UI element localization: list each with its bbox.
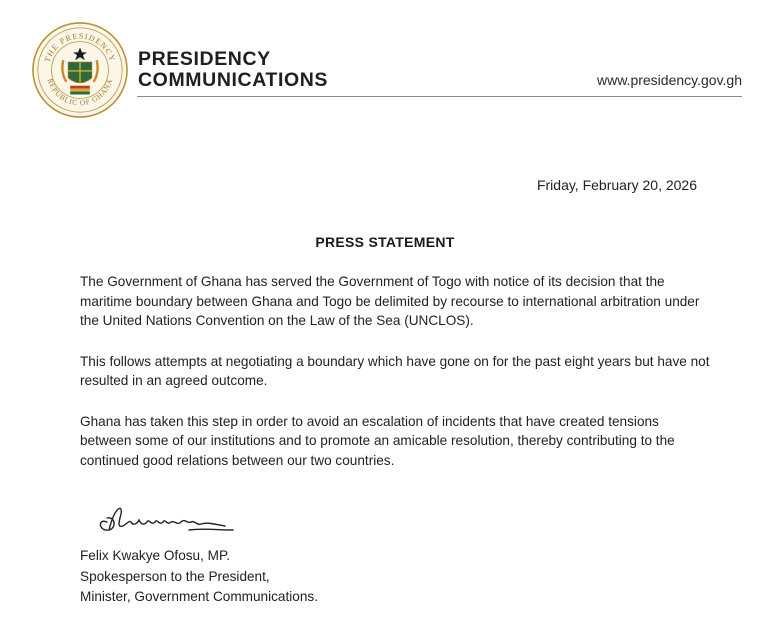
page-title: PRESS STATEMENT — [315, 234, 455, 250]
letterhead — [0, 0, 770, 110]
paragraph: The Government of Ghana has served the Government of Togo with notice of its decision that the maritime boundary between Ghana and Togo be delimited by recourse to international arbitration under the United Nations Convention on the Law of the Sea (UNCLOS). — [80, 274, 700, 328]
statement-date: Friday, February 20, 2026 — [536, 177, 697, 193]
signatory-block — [80, 546, 318, 608]
statement-body — [80, 272, 710, 491]
signatory-name: Felix Kwakye Ofosu, MP. — [80, 548, 231, 563]
website-url: www.presidency.gov.gh — [597, 72, 742, 88]
seal-text-bottom: REPUBLIC OF GHANA — [45, 77, 115, 108]
signatory-title: Spokesperson to the President, — [80, 568, 270, 584]
presidency-seal-logo — [31, 21, 129, 119]
paragraph: This follows attempts at negotiating a boundary which have gone on for the past eight years but have not resulted in an agreed outcome. — [80, 353, 710, 388]
handwritten-signature — [93, 500, 243, 540]
seal-text-top: THE PRESIDENCY — [42, 31, 118, 64]
signatory-title: Minister, Government Communications. — [80, 589, 318, 604]
org-name-line1: PRESIDENCY — [138, 48, 271, 70]
header-divider — [137, 96, 742, 97]
paragraph: Ghana has taken this step in order to avoid an escalation of incidents that have created tensions between some of our institutions and to promote an amicable resolution, thereby contributing to the continued good relations between our two countries. — [80, 413, 675, 468]
org-name — [138, 49, 328, 91]
org-name-line2: COMMUNICATIONS — [138, 69, 329, 91]
